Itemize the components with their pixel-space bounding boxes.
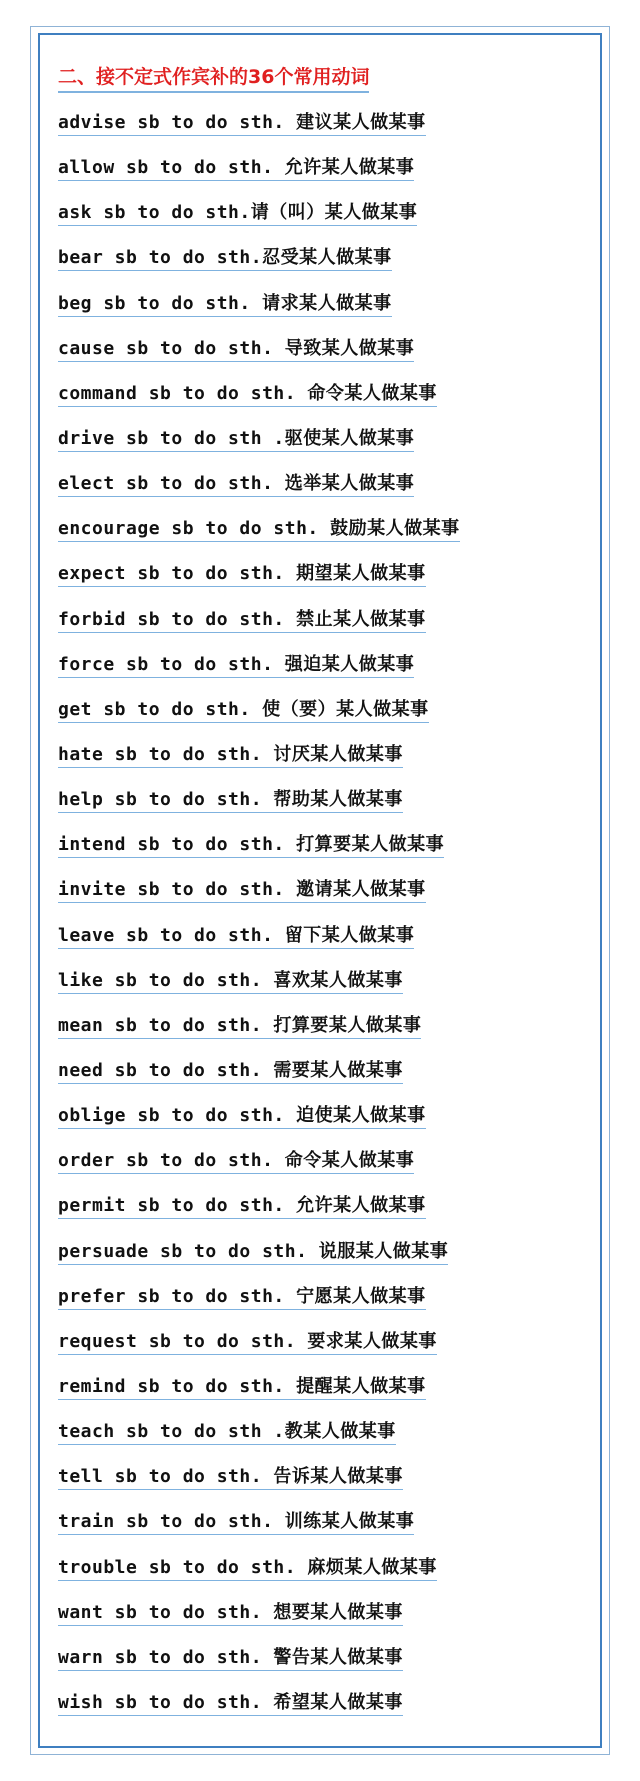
list-item	[58, 1327, 460, 1372]
list-item	[58, 334, 460, 379]
list-item	[58, 875, 460, 920]
verb-phrase-line	[58, 1372, 426, 1400]
english-phrase: prefer sb to do sth.	[58, 1285, 297, 1307]
chinese-meaning: 打算要某人做某事	[273, 1014, 422, 1036]
verb-phrase-line	[58, 921, 414, 949]
list-item	[58, 966, 460, 1011]
verb-phrase-line	[58, 875, 426, 903]
chinese-meaning: 允许某人做某事	[296, 1195, 426, 1217]
list-item	[58, 1101, 460, 1146]
verb-phrase-line	[58, 243, 392, 271]
chinese-meaning: 告诉某人做某事	[273, 1466, 403, 1488]
chinese-meaning: 希望某人做某事	[273, 1691, 403, 1713]
section-title: 二、接不定式作宾补的36个常用动词	[58, 62, 369, 93]
chinese-meaning: 需要某人做某事	[273, 1059, 403, 1081]
english-phrase: order sb to do sth.	[58, 1150, 285, 1172]
verb-list	[58, 108, 460, 1733]
verb-phrase-line	[58, 966, 403, 994]
english-phrase: permit sb to do sth.	[58, 1195, 297, 1217]
english-phrase: ask sb to do sth.	[58, 202, 251, 224]
list-item	[58, 198, 460, 243]
chinese-meaning: 期望某人做某事	[296, 563, 426, 585]
list-item	[58, 1507, 460, 1552]
verb-phrase-line	[58, 289, 392, 317]
chinese-meaning: 提醒某人做某事	[296, 1375, 426, 1397]
chinese-meaning: 命令某人做某事	[307, 382, 437, 404]
verb-phrase-line	[58, 1598, 403, 1626]
chinese-meaning: 请求某人做某事	[262, 292, 392, 314]
list-item	[58, 1553, 460, 1598]
chinese-meaning: 请（叫）某人做某事	[250, 202, 418, 224]
list-item	[58, 1643, 460, 1688]
list-item	[58, 1056, 460, 1101]
english-phrase: elect sb to do sth.	[58, 473, 285, 495]
verb-phrase-line	[58, 379, 437, 407]
english-phrase: drive sb to do sth .	[58, 427, 285, 449]
list-item	[58, 424, 460, 469]
chinese-meaning: 使（要）某人做某事	[262, 698, 429, 720]
verb-phrase-line	[58, 559, 426, 587]
chinese-meaning: 迫使某人做某事	[296, 1105, 426, 1127]
list-item	[58, 1282, 460, 1327]
verb-phrase-line	[58, 108, 426, 136]
english-phrase: advise sb to do sth.	[58, 112, 297, 133]
english-phrase: cause sb to do sth.	[58, 337, 285, 359]
chinese-meaning: 允许某人做某事	[284, 157, 415, 179]
english-phrase: leave sb to do sth.	[58, 924, 285, 946]
verb-phrase-line	[58, 469, 414, 497]
english-phrase: like sb to do sth.	[58, 969, 274, 991]
verb-phrase-line	[58, 1417, 396, 1445]
verb-phrase-line	[58, 1507, 414, 1535]
list-item	[58, 605, 460, 650]
verb-phrase-line	[58, 1688, 403, 1716]
english-phrase: force sb to do sth.	[58, 653, 285, 675]
verb-phrase-line	[58, 1553, 437, 1581]
english-phrase: intend sb to do sth.	[58, 834, 297, 856]
verb-phrase-line	[58, 650, 414, 678]
verb-phrase-line	[58, 1056, 403, 1084]
list-item	[58, 243, 460, 288]
english-phrase: expect sb to do sth.	[58, 563, 297, 585]
english-phrase: forbid sb to do sth.	[58, 608, 297, 630]
english-phrase: persuade sb to do sth.	[58, 1240, 319, 1262]
english-phrase: hate sb to do sth.	[58, 743, 274, 765]
verb-phrase-line	[58, 1146, 414, 1174]
english-phrase: invite sb to do sth.	[58, 879, 297, 901]
verb-phrase-line	[58, 1101, 426, 1129]
verb-phrase-line	[58, 1327, 437, 1355]
chinese-meaning: 忍受某人做某事	[262, 247, 392, 269]
list-item	[58, 1598, 460, 1643]
list-item	[58, 650, 460, 695]
verb-phrase-line	[58, 1011, 421, 1039]
verb-phrase-line	[58, 605, 426, 633]
chinese-meaning: 强迫某人做某事	[284, 653, 415, 675]
english-phrase: get sb to do sth.	[58, 698, 263, 720]
list-item	[58, 1237, 460, 1282]
chinese-meaning: 禁止某人做某事	[296, 608, 426, 630]
list-item	[58, 1372, 460, 1417]
list-item	[58, 514, 460, 559]
english-phrase: beg sb to do sth.	[58, 292, 263, 314]
english-phrase: teach sb to do sth .	[58, 1421, 285, 1443]
list-item	[58, 785, 460, 830]
english-phrase: encourage sb to do sth.	[58, 518, 331, 540]
chinese-meaning: 留下某人做某事	[284, 924, 415, 946]
chinese-meaning: 鼓励某人做某事	[330, 518, 460, 540]
list-item	[58, 1011, 460, 1056]
english-phrase: bear sb to do sth.	[58, 247, 263, 269]
verb-phrase-line	[58, 334, 414, 362]
verb-phrase-line	[58, 740, 403, 768]
verb-phrase-line	[58, 514, 460, 542]
english-phrase: request sb to do sth.	[58, 1330, 308, 1352]
chinese-meaning: 警告某人做某事	[273, 1646, 403, 1668]
english-phrase: command sb to do sth.	[58, 382, 308, 404]
chinese-meaning: 帮助某人做某事	[273, 789, 403, 811]
english-phrase: oblige sb to do sth.	[58, 1105, 297, 1127]
list-item	[58, 740, 460, 785]
list-item	[58, 559, 460, 604]
list-item	[58, 108, 460, 153]
list-item	[58, 469, 460, 514]
english-phrase: need sb to do sth.	[58, 1059, 274, 1081]
verb-phrase-line	[58, 424, 414, 452]
english-phrase: want sb to do sth.	[58, 1601, 274, 1623]
chinese-meaning: 建议某人做某事	[296, 112, 426, 133]
list-item	[58, 695, 460, 740]
list-item	[58, 289, 460, 334]
chinese-meaning: 邀请某人做某事	[296, 879, 426, 901]
chinese-meaning: 教某人做某事	[284, 1421, 396, 1443]
verb-phrase-line	[58, 1282, 426, 1310]
chinese-meaning: 麻烦某人做某事	[307, 1556, 437, 1578]
chinese-meaning: 打算要某人做某事	[296, 834, 445, 856]
chinese-meaning: 导致某人做某事	[284, 337, 415, 359]
chinese-meaning: 想要某人做某事	[273, 1601, 403, 1623]
list-item	[58, 1191, 460, 1236]
chinese-meaning: 喜欢某人做某事	[273, 969, 403, 991]
verb-phrase-line	[58, 1643, 403, 1671]
chinese-meaning: 讨厌某人做某事	[273, 743, 403, 765]
chinese-meaning: 宁愿某人做某事	[296, 1285, 426, 1307]
verb-phrase-line	[58, 1191, 426, 1219]
verb-phrase-line	[58, 830, 444, 858]
verb-phrase-line	[58, 198, 417, 226]
list-item	[58, 921, 460, 966]
english-phrase: train sb to do sth.	[58, 1511, 285, 1533]
list-item	[58, 153, 460, 198]
list-item	[58, 1688, 460, 1733]
list-item	[58, 1417, 460, 1462]
verb-phrase-line	[58, 153, 414, 181]
chinese-meaning: 要求某人做某事	[307, 1330, 437, 1352]
chinese-meaning: 命令某人做某事	[284, 1150, 415, 1172]
verb-phrase-line	[58, 1237, 448, 1265]
verb-phrase-line	[58, 785, 403, 813]
english-phrase: mean sb to do sth.	[58, 1014, 274, 1036]
list-item	[58, 830, 460, 875]
english-phrase: trouble sb to do sth.	[58, 1556, 308, 1578]
chinese-meaning: 选举某人做某事	[284, 473, 415, 495]
chinese-meaning: 驱使某人做某事	[284, 427, 415, 449]
english-phrase: allow sb to do sth.	[58, 157, 285, 179]
list-item	[58, 1462, 460, 1507]
english-phrase: wish sb to do sth.	[58, 1691, 274, 1713]
verb-phrase-line	[58, 695, 429, 723]
chinese-meaning: 训练某人做某事	[284, 1511, 415, 1533]
list-item	[58, 1146, 460, 1191]
list-item	[58, 379, 460, 424]
verb-phrase-line	[58, 1462, 403, 1490]
english-phrase: remind sb to do sth.	[58, 1375, 297, 1397]
english-phrase: tell sb to do sth.	[58, 1466, 274, 1488]
english-phrase: help sb to do sth.	[58, 789, 274, 811]
chinese-meaning: 说服某人做某事	[318, 1240, 449, 1262]
english-phrase: warn sb to do sth.	[58, 1646, 274, 1668]
